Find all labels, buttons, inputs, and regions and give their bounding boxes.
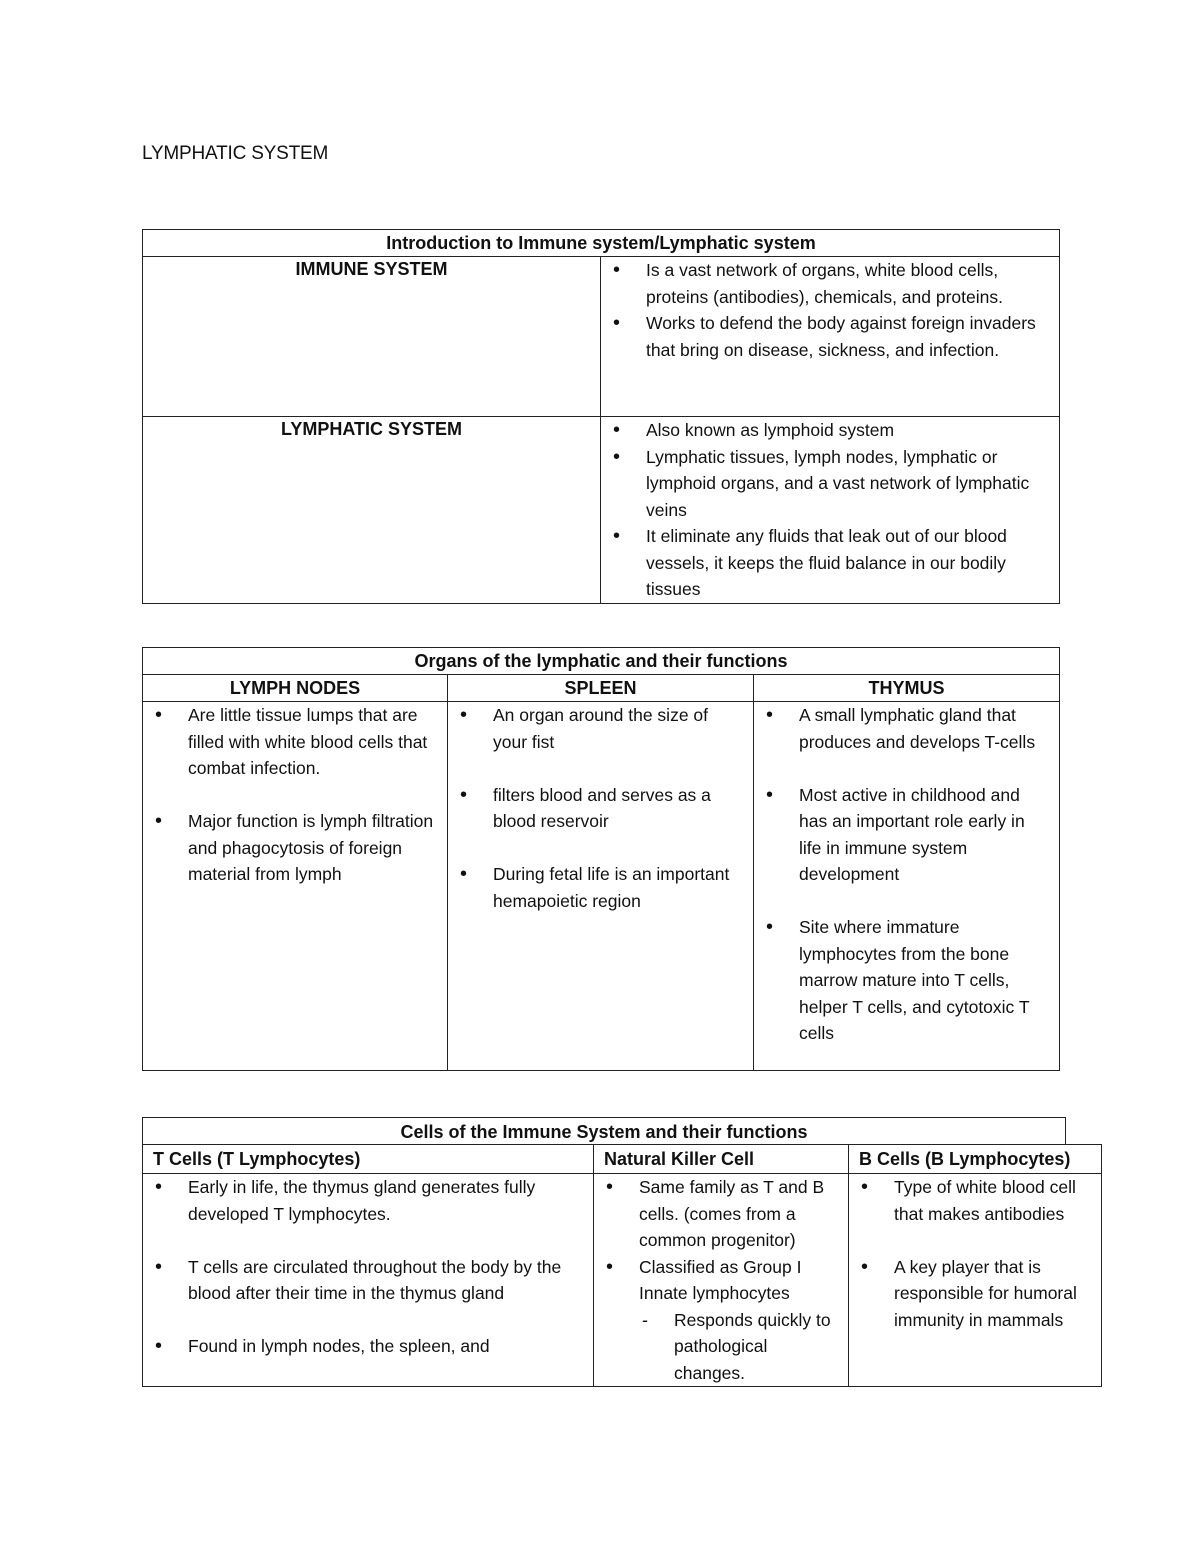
list-item: • During fetal life is an important hemapoietic region — [448, 861, 753, 914]
table-row — [143, 257, 1060, 417]
column-header-b-cells: B Cells (B Lymphocytes) — [849, 1145, 1102, 1174]
organs-table-caption: Organs of the lymphatic and their functions — [143, 648, 1060, 675]
list-item: • Are little tissue lumps that are filled with white blood cells that combat infection. — [143, 702, 447, 782]
natural-killer-cell-cell — [594, 1174, 849, 1387]
page-title: LYMPHATIC SYSTEM — [142, 143, 329, 164]
sub-list-item: - Responds quickly to pathological changes. — [594, 1307, 848, 1387]
intro-table — [142, 229, 1060, 604]
list-item: • Type of white blood cell that makes antibodies — [849, 1174, 1101, 1227]
column-header-spleen: SPLEEN — [448, 675, 754, 702]
column-header-natural-killer-cell: Natural Killer Cell — [594, 1145, 849, 1174]
list-item: • It eliminate any fluids that leak out of our blood vessels, it keeps the fluid balance in our bodily tissues — [601, 523, 1059, 603]
list-item: • Early in life, the thymus gland generates fully developed T lymphocytes. — [143, 1174, 593, 1227]
lymph-nodes-cell — [143, 702, 448, 1071]
list-item: • Site where immature lymphocytes from the bone marrow mature into T cells, helper T cells, and cytotoxic T cells — [754, 914, 1059, 1047]
organs-table — [142, 647, 1060, 1071]
list-item: • T cells are circulated throughout the body by the blood after their time in the thymus gland — [143, 1254, 593, 1307]
list-item: • Is a vast network of organs, white blood cells, proteins (antibodies), chemicals, and proteins. — [601, 257, 1059, 310]
list-item: • Classified as Group I Innate lymphocytes — [594, 1254, 848, 1307]
intro-table-caption: Introduction to Immune system/Lymphatic system — [143, 230, 1060, 257]
spleen-cell — [448, 702, 754, 1071]
list-item: • A small lymphatic gland that produces and develops T-cells — [754, 702, 1059, 755]
immune-system-label: IMMUNE SYSTEM — [143, 257, 601, 417]
cells-table-caption: Cells of the Immune System and their functions — [142, 1117, 1066, 1144]
list-item: • Same family as T and B cells. (comes from a common progenitor) — [594, 1174, 848, 1254]
cells-table — [142, 1144, 1102, 1387]
list-item: • Most active in childhood and has an important role early in life in immune system development — [754, 782, 1059, 888]
thymus-cell — [754, 702, 1060, 1071]
list-item: • Works to defend the body against foreign invaders that bring on disease, sickness, and infection. — [601, 310, 1059, 363]
list-item: • Lymphatic tissues, lymph nodes, lymphatic or lymphoid organs, and a vast network of lymphatic veins — [601, 444, 1059, 524]
column-header-lymph-nodes: LYMPH NODES — [143, 675, 448, 702]
table-row — [143, 417, 1060, 604]
list-item: • Also known as lymphoid system — [601, 417, 1059, 444]
list-item: • Found in lymph nodes, the spleen, and — [143, 1333, 593, 1360]
immune-system-description — [601, 257, 1060, 417]
list-item: • Major function is lymph filtration and phagocytosis of foreign material from lymph — [143, 808, 447, 888]
b-cells-cell — [849, 1174, 1102, 1387]
column-header-thymus: THYMUS — [754, 675, 1060, 702]
lymphatic-system-label: LYMPHATIC SYSTEM — [143, 417, 601, 604]
list-item: • A key player that is responsible for humoral immunity in mammals — [849, 1254, 1101, 1334]
t-cells-cell — [143, 1174, 594, 1387]
column-header-t-cells: T Cells (T Lymphocytes) — [143, 1145, 594, 1174]
list-item: • filters blood and serves as a blood reservoir — [448, 782, 753, 835]
list-item: • An organ around the size of your fist — [448, 702, 753, 755]
lymphatic-system-description — [601, 417, 1060, 604]
table-row — [143, 1174, 1102, 1387]
table-row — [143, 702, 1060, 1071]
